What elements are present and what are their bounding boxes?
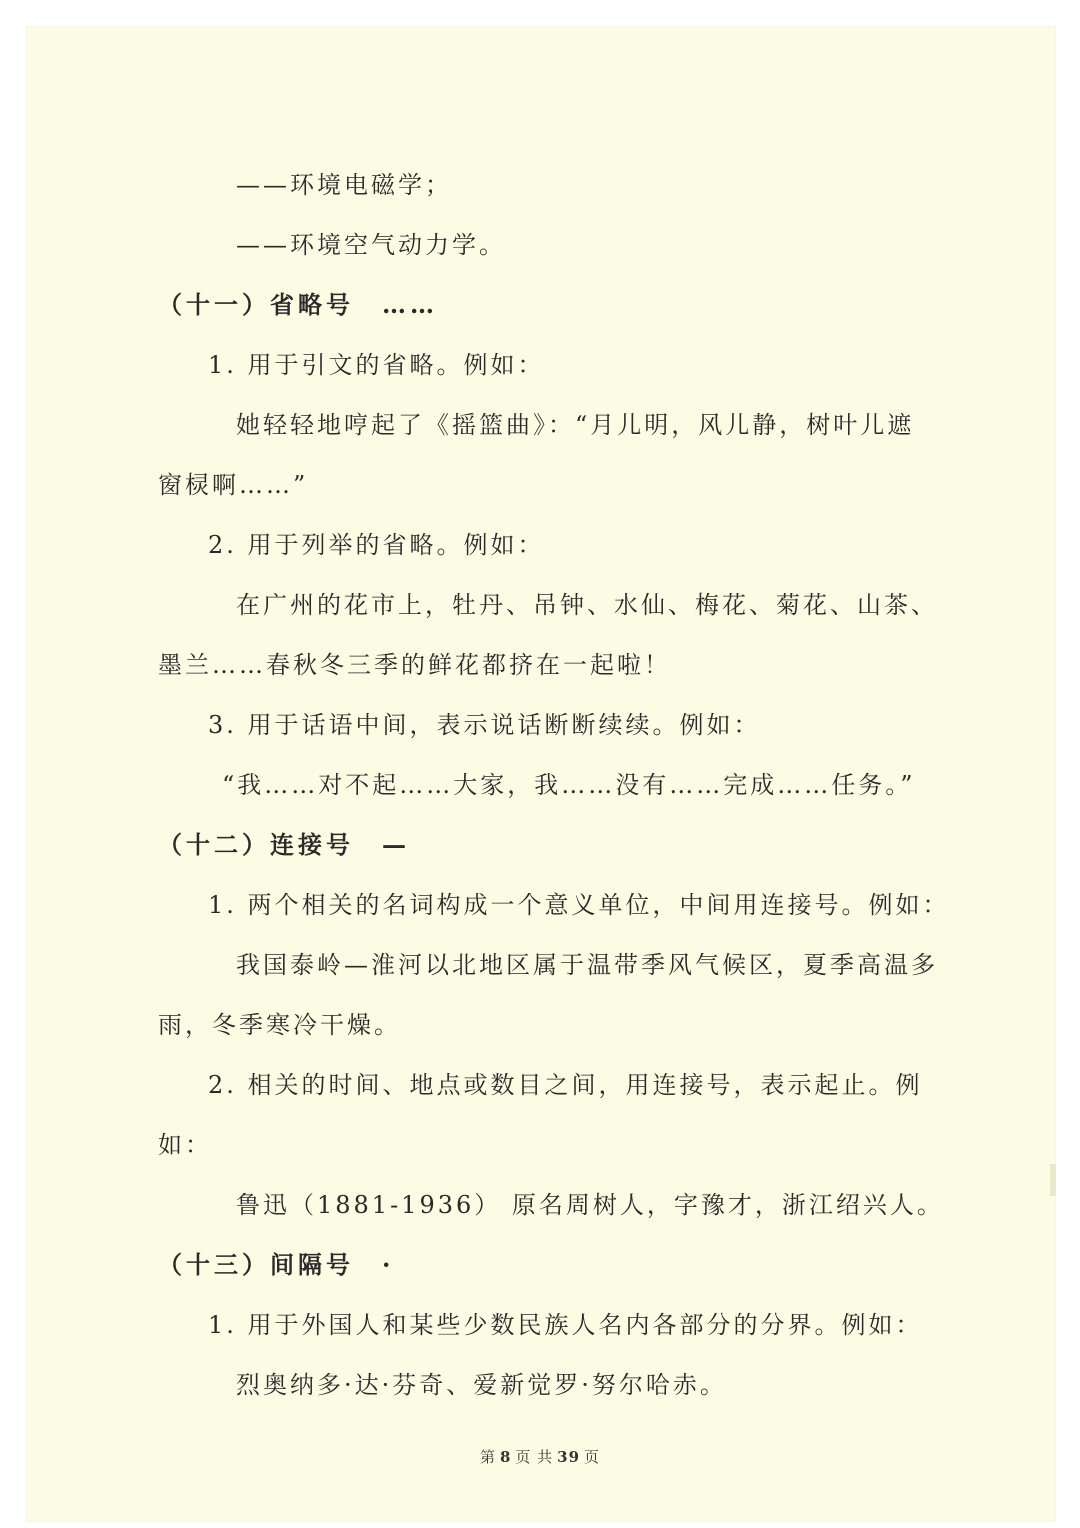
page-edge-mark <box>1050 1164 1056 1196</box>
heading-marker: — <box>382 830 410 859</box>
text-line: 1. 用于外国人和某些少数民族人名内各部分的分界。例如： <box>208 1311 923 1339</box>
text-line: 墨兰……春秋冬三季的鲜花都挤在一起啦！ <box>158 651 671 679</box>
text-line: 2. 用于列举的省略。例如： <box>208 531 545 559</box>
text-line: 2. 相关的时间、地点或数目之间，用连接号，表示起止。例 <box>208 1071 923 1099</box>
heading-marker: · <box>382 1250 395 1279</box>
text-line: ——环境空气动力学。 <box>236 231 506 259</box>
section-heading-ellipsis <box>158 288 438 322</box>
footer-page-number: 8 <box>499 1448 512 1466</box>
text-line: 烈奥纳多·达·芬奇、爱新觉罗·努尔哈赤。 <box>236 1371 727 1399</box>
heading-marker: …… <box>382 290 438 319</box>
footer-middle: 页 共 <box>515 1448 554 1466</box>
text-line: 鲁迅（1881-1936） 原名周树人，字豫才，浙江绍兴人。 <box>236 1191 944 1219</box>
text-line: “我……对不起……大家，我……没有……完成……任务。” <box>222 771 916 799</box>
text-line: 1. 用于引文的省略。例如： <box>208 351 545 379</box>
text-line: 3. 用于话语中间，表示说话断断续续。例如： <box>208 711 761 739</box>
text-line: 雨，冬季寒冷干燥。 <box>158 1011 401 1039</box>
heading-label: （十三）间隔号 <box>158 1250 354 1279</box>
heading-label: （十二）连接号 <box>158 830 354 859</box>
page-footer <box>0 1446 1080 1467</box>
text-line: ——环境电磁学； <box>236 171 452 199</box>
text-line: 窗棂啊……” <box>158 471 309 499</box>
footer-prefix: 第 <box>479 1448 496 1466</box>
text-line: 1. 两个相关的名词构成一个意义单位，中间用连接号。例如： <box>208 891 950 919</box>
footer-suffix: 页 <box>584 1448 601 1466</box>
section-heading-interpunct <box>158 1248 394 1282</box>
text-line: 如： <box>158 1131 212 1159</box>
section-heading-hyphen <box>158 828 410 862</box>
text-line: 在广州的花市上，牡丹、吊钟、水仙、梅花、菊花、山茶、 <box>236 591 938 619</box>
footer-total-pages: 39 <box>557 1448 581 1466</box>
text-line: 我国泰岭—淮河以北地区属于温带季风气候区，夏季高温多 <box>236 951 938 979</box>
text-line: 她轻轻地哼起了《摇篮曲》：“月儿明，风儿静，树叶儿遮 <box>236 411 915 439</box>
heading-label: （十一）省略号 <box>158 290 354 319</box>
